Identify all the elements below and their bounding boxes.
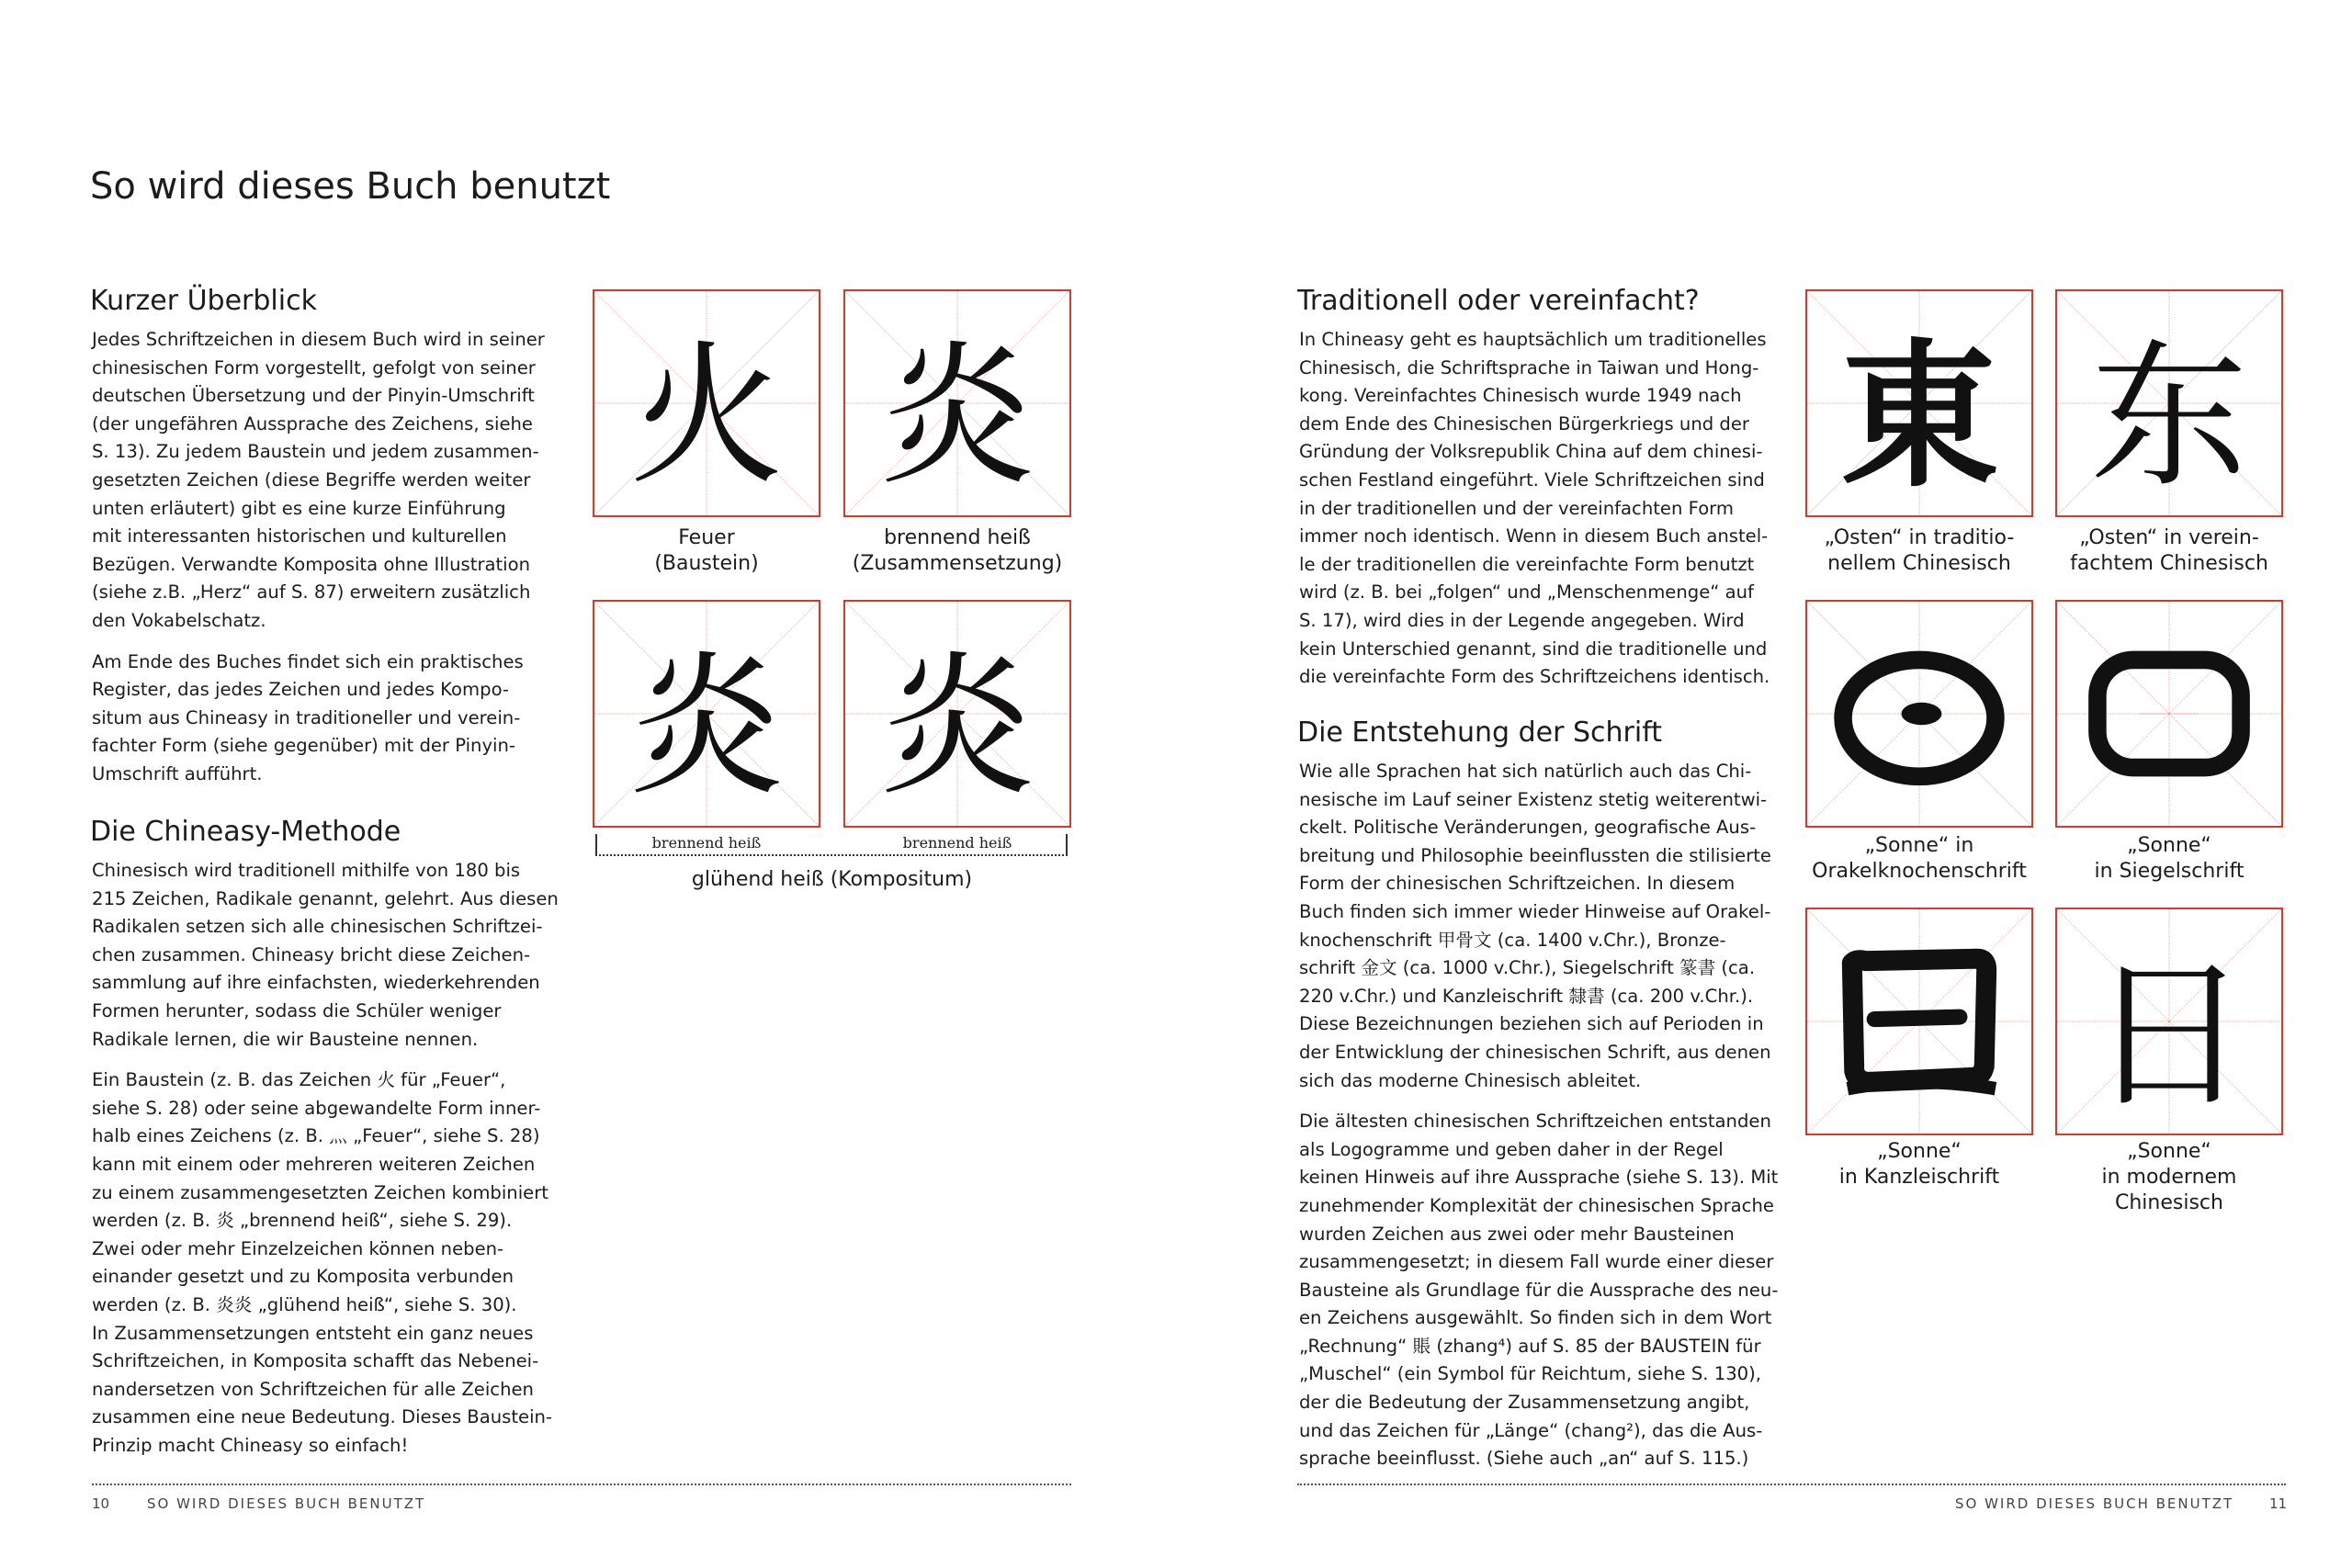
- text-line: Gründung der Volksrepublik China auf dem chinesi-: [1299, 441, 1763, 463]
- text-line: ckelt. Politische Veränderungen, geografische Aus-: [1299, 817, 1757, 839]
- text-line: kann mit einem oder mehreren weiteren Zeichen: [92, 1153, 536, 1175]
- text-line: (siehe z.B. „Herz“ auf S. 87) erweitern zusätzlich: [92, 581, 531, 604]
- character-grid-sun-seal: [2055, 600, 2283, 828]
- text-line: Umschrift aufführt.: [92, 762, 263, 784]
- sun-clerical-caption: [1787, 1139, 2052, 1190]
- section-heading-overview: Kurzer Überblick: [90, 285, 317, 317]
- sun-seal-caption: [2037, 833, 2301, 885]
- text-line: knochenschrift 甲骨文 (ca. 1400 v.Chr.), Bronze-: [1299, 929, 1726, 951]
- character-grid-compound-right: [843, 600, 1071, 828]
- page-number-left: 10: [92, 1495, 110, 1512]
- text-line: Buch finden sich immer wieder Hinweise auf Orakel-: [1299, 900, 1771, 922]
- text-line: nandersetzen von Schriftzeichen für alle Zeichen: [92, 1378, 534, 1400]
- section-heading-origin: Die Entstehung der Schrift: [1297, 716, 1663, 749]
- sun-oracle-glyph: [1807, 602, 2031, 826]
- page-title: So wird dieses Buch benutzt: [90, 165, 611, 208]
- text-line: „Sonne“: [1877, 1140, 1962, 1163]
- text-line: In Zusammensetzungen entsteht ein ganz neues: [92, 1322, 534, 1344]
- origin-paragraph-2: [1299, 1108, 1777, 1473]
- text-line: unten erläutert) gibt es eine kurze Einführung: [92, 497, 506, 519]
- text-line: „Sonne“: [2127, 834, 2211, 857]
- text-line: Register, das jedes Zeichen und jedes Kompo-: [92, 679, 509, 701]
- text-line: fachtem Chinesisch: [2070, 552, 2268, 575]
- text-line: immer noch identisch. Wenn in diesem Buch anstel-: [1299, 525, 1769, 547]
- text-line: Die ältesten chinesischen Schriftzeichen entstanden: [1299, 1111, 1771, 1133]
- text-line: situm aus Chineasy in traditioneller und verein-: [92, 706, 521, 728]
- section-heading-traditional: Traditionell oder vereinfacht?: [1297, 285, 1700, 317]
- text-line: wird (z. B. bei „folgen“ und „Menschenmenge“ auf: [1299, 581, 1754, 604]
- text-line: Wie alle Sprachen hat sich natürlich auch das Chi-: [1299, 761, 1752, 782]
- text-line: In Chineasy geht es hauptsächlich um traditionelles: [1299, 329, 1767, 350]
- origin-text: [1299, 758, 1777, 1486]
- text-line: chinesischen Form vorgestellt, gefolgt von seiner: [92, 356, 536, 378]
- character-grid-sun-clerical: [1805, 908, 2033, 1135]
- text-line: schen Festland eingeführt. Viele Schriftzeichen sind: [1299, 468, 1765, 491]
- compound-right-character: 炎: [880, 636, 1035, 817]
- hot-caption: [827, 525, 1088, 577]
- sun-modern-character: 日: [2087, 941, 2250, 1130]
- compound-left-character: 炎: [629, 636, 784, 817]
- text-line: Prinzip macht Chineasy so einfach!: [92, 1434, 409, 1456]
- sun-modern-caption: [2037, 1139, 2301, 1216]
- text-line: „Sonne“ in: [1864, 834, 1974, 857]
- text-line: 220 v.Chr.) und Kanzleischrift 隸書 (ca. 200 v.Chr.).: [1299, 985, 1754, 1007]
- text-line: werden (z. B. 炎炎 „glühend heiß“, siehe S. 30).: [92, 1293, 517, 1315]
- text-line: mit interessanten historischen und kulturellen: [92, 525, 507, 547]
- character-grid-east-traditional: [1805, 289, 2033, 517]
- footer-rule-right: [1297, 1483, 2286, 1485]
- text-line: zusammengesetzt; in diesem Fall wurde einer dieser: [1299, 1251, 1774, 1273]
- text-line: zusammen eine neue Bedeutung. Dieses Baustein-: [92, 1406, 553, 1428]
- text-line: in modernem: [2101, 1166, 2237, 1189]
- text-line: werden (z. B. 炎 „brennend heiß“, siehe S. 29).: [92, 1210, 513, 1232]
- text-line: als Logogramme und geben daher in der Regel: [1299, 1138, 1724, 1160]
- text-line: zunehmender Komplexität der chinesischen Sprache: [1299, 1194, 1774, 1216]
- text-line: Formen herunter, sodass die Schüler weniger: [92, 999, 502, 1021]
- method-paragraph-1: [92, 857, 560, 1054]
- text-line: sprache beeinflusst. (Siehe auch „an“ auf S. 115.): [1299, 1448, 1749, 1470]
- compound-caption: glühend heiß (Kompositum): [691, 868, 973, 891]
- text-line: (der ungefähren Aussprache des Zeichens, siehe: [92, 412, 533, 434]
- text-line: „Rechnung“ 賬 (zhang⁴) auf S. 85 der BAUSTEIN für: [1299, 1335, 1761, 1357]
- text-line: kong. Vereinfachtes Chinesisch wurde 1949 nach: [1299, 385, 1742, 407]
- text-line: sammlung auf ihre einfachsten, wiederkehrenden: [92, 972, 540, 994]
- character-grid-sun-modern: [2055, 908, 2283, 1135]
- text-line: en Zeichens ausgewählt. So finden sich in dem Wort: [1299, 1307, 1772, 1329]
- fire-character: 火: [629, 325, 784, 506]
- text-line: Jedes Schriftzeichen in diesem Buch wird in seiner: [92, 329, 545, 350]
- character-grid-hot: [843, 289, 1071, 517]
- running-title-right: SO WIRD DIESES BUCH BENUTZT: [1955, 1495, 2234, 1512]
- text-line: Bausteine als Grundlage für die Aussprache des neu-: [1299, 1279, 1779, 1301]
- section-heading-method: Die Chineasy-Methode: [90, 816, 401, 848]
- overview-text: [92, 326, 560, 802]
- sun-oracle-caption: [1778, 833, 2061, 885]
- traditional-text: [1299, 326, 1777, 705]
- text-line: Orakelknochenschrift: [1812, 860, 2027, 883]
- text-line: 215 Zeichen, Radikale genannt, gelehrt. Aus diesen: [92, 887, 559, 909]
- east-simplified-character: 东: [2090, 323, 2248, 509]
- character-grid-compound-left: [593, 600, 820, 828]
- text-line: keinen Hinweis auf ihre Aussprache (siehe S. 13). Mit: [1299, 1167, 1779, 1189]
- sun-clerical-glyph: [1807, 909, 2031, 1134]
- text-line: kein Unterschied genannt, sind die traditionelle und: [1299, 637, 1768, 660]
- text-line: Diese Bezeichnungen beziehen sich auf Perioden in: [1299, 1013, 1764, 1035]
- text-line: Zwei oder mehr Einzelzeichen können neben-: [92, 1237, 504, 1259]
- text-line: „Osten“ in verein-: [2079, 526, 2259, 549]
- page-number-right: 11: [2269, 1495, 2288, 1512]
- text-line: (Zusammensetzung): [852, 552, 1063, 575]
- text-line: Radikale lernen, die wir Bausteine nennen.: [92, 1028, 479, 1050]
- text-line: le der traditionellen die vereinfachte Form benutzt: [1299, 553, 1755, 575]
- origin-paragraph-1: [1299, 758, 1777, 1095]
- method-text: [92, 857, 560, 1472]
- text-line: nesische im Lauf seiner Existenz stetig weiterentwi-: [1299, 788, 1768, 810]
- east-traditional-caption: [1787, 525, 2052, 577]
- text-line: Form der chinesischen Schriftzeichen. In diesem: [1299, 873, 1736, 895]
- text-line: schrift 金文 (ca. 1000 v.Chr.), Siegelschrift 篆書 (ca.: [1299, 957, 1756, 979]
- fire-caption: [593, 525, 820, 577]
- text-line: nellem Chinesisch: [1827, 552, 2011, 575]
- text-line: brennend heiß: [884, 526, 1031, 549]
- text-line: Radikalen setzen sich alle chinesischen Schriftzei-: [92, 916, 543, 938]
- compound-right-label: brennend heiß: [902, 834, 1012, 852]
- character-grid-sun-oracle: [1805, 600, 2033, 828]
- text-line: den Vokabelschatz.: [92, 609, 266, 631]
- text-line: der die Bedeutung der Zusammensetzung angibt,: [1299, 1392, 1750, 1414]
- text-line: gesetzten Zeichen (diese Begriffe werden weiter: [92, 468, 531, 491]
- running-title-left: SO WIRD DIESES BUCH BENUTZT: [147, 1495, 426, 1512]
- text-line: Bezügen. Verwandte Komposita ohne Illustration: [92, 553, 531, 575]
- hot-character: 炎: [880, 325, 1035, 506]
- method-paragraph-2: [92, 1066, 560, 1460]
- text-line: in Kanzleischrift: [1838, 1166, 2000, 1189]
- text-line: halb eines Zeichens (z. B. 灬 „Feuer“, siehe S. 28): [92, 1125, 540, 1147]
- overview-paragraph-2: [92, 649, 560, 789]
- sun-seal-glyph: [2057, 602, 2281, 826]
- east-simplified-caption: [2037, 525, 2301, 577]
- text-line: Feuer: [678, 526, 735, 549]
- text-line: zu einem zusammengesetzten Zeichen kombiniert: [92, 1181, 548, 1203]
- text-line: breitung und Philosophie beeinflussten die stilisierte: [1299, 844, 1771, 866]
- compound-bracket: [595, 834, 1068, 856]
- text-line: S. 13). Zu jedem Baustein und jedem zusammen-: [92, 441, 539, 463]
- text-line: sich das moderne Chinesisch ableitet.: [1299, 1069, 1642, 1091]
- text-line: (Baustein): [654, 552, 759, 575]
- text-line: chen zusammen. Chineasy bricht diese Zeichen-: [92, 943, 531, 965]
- text-line: Chinesisch: [2115, 1191, 2223, 1214]
- text-line: in Siegelschrift: [2094, 860, 2245, 883]
- east-traditional-character: 東: [1840, 323, 1998, 509]
- text-line: „Sonne“: [2127, 1140, 2211, 1163]
- text-line: und das Zeichen für „Länge“ (chang²), das die Aus-: [1299, 1419, 1763, 1441]
- text-line: „Muschel“ (ein Symbol für Reichtum, siehe S. 130),: [1299, 1363, 1761, 1385]
- text-line: Am Ende des Buches findet sich ein praktisches: [92, 650, 524, 672]
- text-line: fachter Form (siehe gegenüber) mit der Pinyin-: [92, 735, 515, 757]
- character-grid-east-simplified: [2055, 289, 2283, 517]
- footer-rule-left: [92, 1483, 1071, 1485]
- text-line: in der traditionellen und der vereinfachten Form: [1299, 497, 1734, 519]
- text-line: deutschen Übersetzung und der Pinyin-Umschrift: [92, 385, 535, 407]
- text-line: Chinesisch wird traditionell mithilfe von 180 bis: [92, 860, 521, 881]
- text-line: „Osten“ in traditio-: [1824, 526, 2015, 549]
- text-line: einander gesetzt und zu Komposita verbunden: [92, 1266, 514, 1288]
- text-line: siehe S. 28) oder seine abgewandelte Form inner-: [92, 1097, 541, 1119]
- traditional-paragraph-1: [1299, 326, 1777, 692]
- text-line: Chinesisch, die Schriftsprache in Taiwan und Hong-: [1299, 356, 1759, 378]
- text-line: der Entwicklung der chinesischen Schrift, aus denen: [1299, 1041, 1771, 1063]
- text-line: Ein Baustein (z. B. das Zeichen 火 für „Feuer“,: [92, 1069, 506, 1091]
- text-line: dem Ende des Chinesischen Bürgerkriegs und der: [1299, 412, 1749, 434]
- overview-paragraph-1: [92, 326, 560, 636]
- text-line: Schriftzeichen, in Komposita schafft das Nebenei-: [92, 1350, 539, 1372]
- text-line: die vereinfachte Form des Schriftzeichens identisch.: [1299, 666, 1770, 688]
- character-grid-fire: [593, 289, 820, 517]
- text-line: wurden Zeichen aus zwei oder mehr Bausteinen: [1299, 1223, 1735, 1245]
- compound-left-label: brennend heiß: [651, 834, 762, 852]
- text-line: S. 17), wird dies in der Legende angegeben. Wird: [1299, 609, 1745, 631]
